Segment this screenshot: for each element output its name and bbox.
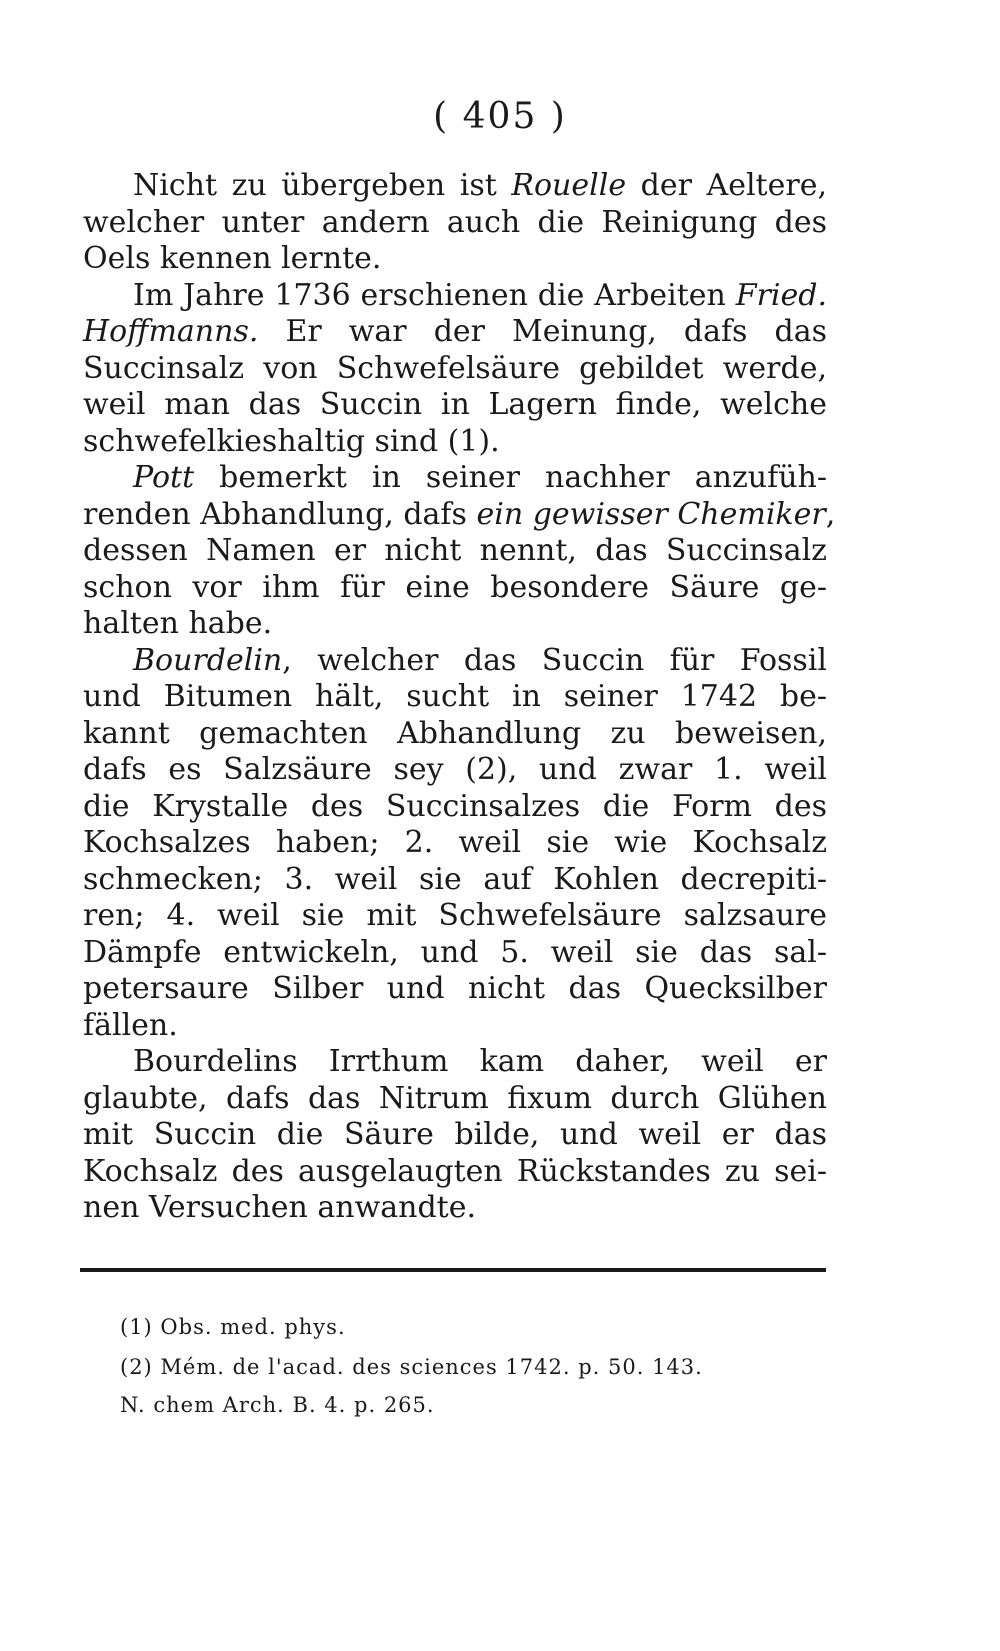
name-rouelle: Rouelle [511, 168, 627, 203]
text-line: nen Versuchen anwandte. [83, 1190, 477, 1225]
text-line: Pott bemerkt in seiner nachher anzufüh- [133, 460, 827, 495]
footnote-1: (1) Obs. med. phys. [120, 1315, 346, 1339]
text-line: Bourdelins Irrthum kam daher, weil er [133, 1044, 827, 1079]
text-line: Dämpfe entwickeln, und 5. weil sie das sal- [83, 934, 827, 970]
page-number: ( 405 ) [433, 96, 567, 137]
text-line: petersaure Silber und nicht das Quecksilber [83, 971, 827, 1006]
text-line: schwefelkieshaltig sind (1). [83, 423, 500, 459]
text-line: dafs es Salzsäure sey (2), und zwar 1. weil [83, 752, 827, 787]
text-line: fällen. [83, 1007, 178, 1043]
phrase-gewisser-chemiker: ein gewisser Chemiker [476, 496, 826, 532]
footnotes [120, 1306, 820, 1424]
footnote-divider [80, 1268, 826, 1272]
body-text [83, 168, 836, 1227]
name-bourdelin: Bourdelin [133, 642, 283, 678]
name-pott: Pott [133, 460, 195, 495]
text-line: ren; 4. weil sie mit Schwefelsäure salzsaure [83, 898, 827, 933]
text-line: weil man das Succin in Lagern finde, welche [83, 387, 827, 422]
text-line: dessen Namen er nicht nennt, das Succinsalz [83, 533, 827, 568]
text-line: Succinsalz von Schwefelsäure gebildet werde, [83, 350, 827, 386]
text-line: schon vor ihm für eine besondere Säure ge- [83, 569, 827, 605]
text-line: Im Jahre 1736 erschienen die Arbeiten Fried. [133, 277, 827, 313]
text-line: Kochsalzes haben; 2. weil sie wie Kochsalz [83, 825, 827, 860]
text-line: die Krystalle des Succinsalzes die Form des [83, 788, 827, 824]
text-line: kannt gemachten Abhandlung zu beweisen, [83, 715, 827, 751]
text-line: glaubte, dafs das Nitrum fixum durch Glühen [83, 1080, 827, 1116]
text-line: und Bitumen hält, sucht in seiner 1742 be- [83, 679, 827, 714]
text-line: mit Succin die Säure bilde, und weil er das [83, 1117, 827, 1152]
text-line: Nicht zu übergeben ist Rouelle der Aeltere, [133, 168, 828, 203]
text-line: welcher unter andern auch die Reinigung des [83, 204, 827, 240]
text-line: Kochsalz des ausgelaugten Rückstandes zu sei- [83, 1153, 827, 1189]
text-line: Oels kennen lernte. [83, 241, 382, 276]
footnote-2: (2) Mém. de l'acad. des sciences 1742. p. 50. 143. [120, 1355, 703, 1379]
text-line: halten habe. [83, 606, 273, 641]
footnote-2-continued: N. chem Arch. B. 4. p. 265. [120, 1393, 435, 1417]
name-fried: Fried. [735, 277, 827, 313]
name-hoffmanns: Hoffmanns. [83, 314, 259, 349]
text-line: Hoffmanns. Er war der Meinung, dafs das [83, 314, 827, 349]
text-line: schmecken; 3. weil sie auf Kohlen decrepiti- [83, 861, 827, 897]
text-line: Bourdelin, welcher das Succin für Fossil [133, 642, 827, 678]
text-line: renden Abhandlung, dafs ein gewisser Chemiker, [83, 496, 836, 532]
